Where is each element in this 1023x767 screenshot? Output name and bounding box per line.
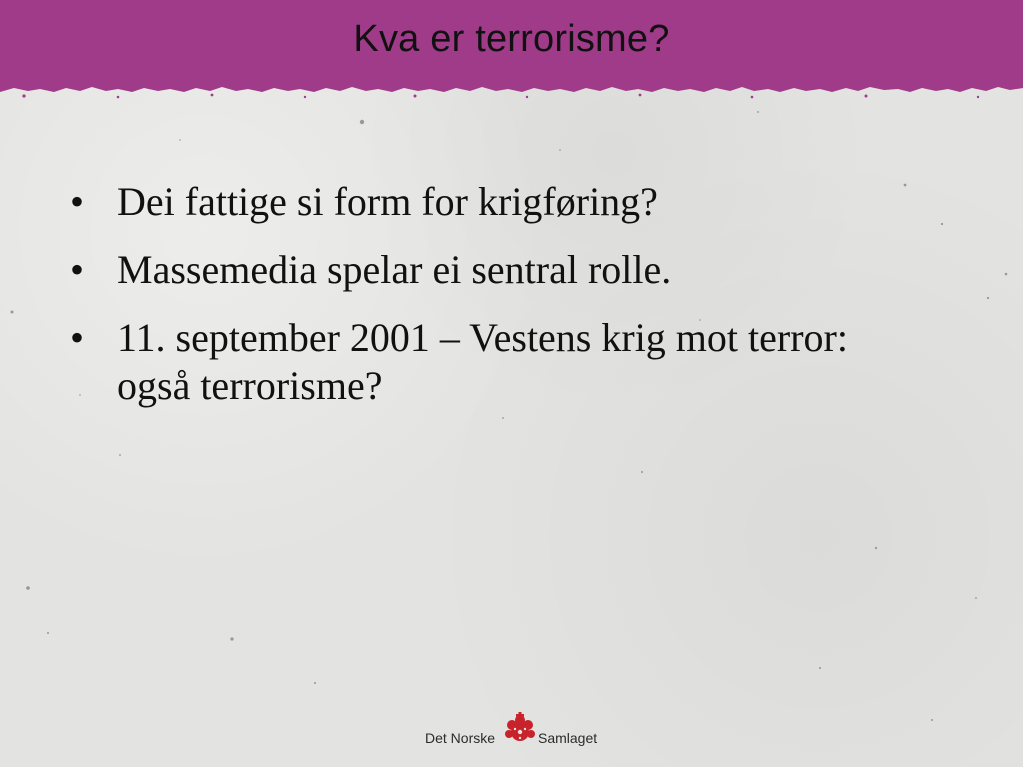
list-item (70, 246, 890, 294)
publisher-logo (425, 712, 605, 752)
logo-text-left: Det Norske (425, 730, 496, 746)
rose-emblem-icon (503, 712, 537, 748)
slide-title: Kva er terrorisme? (353, 18, 670, 60)
bullet-marker: • (70, 315, 85, 360)
bullet-text: 11. september 2001 – Vestens krig mot terror: også terrorisme? (117, 315, 848, 408)
title-band (0, 0, 1023, 100)
bullet-marker: • (70, 247, 85, 292)
bullet-text: Dei fattige si form for krigføring? (117, 179, 658, 224)
bullet-list (70, 178, 890, 430)
bullet-text: Massemedia spelar ei sentral rolle. (117, 247, 672, 292)
list-item (70, 314, 890, 410)
list-item (70, 178, 890, 226)
bullet-marker: • (70, 179, 85, 224)
logo-text-right: Samlaget (538, 730, 598, 746)
